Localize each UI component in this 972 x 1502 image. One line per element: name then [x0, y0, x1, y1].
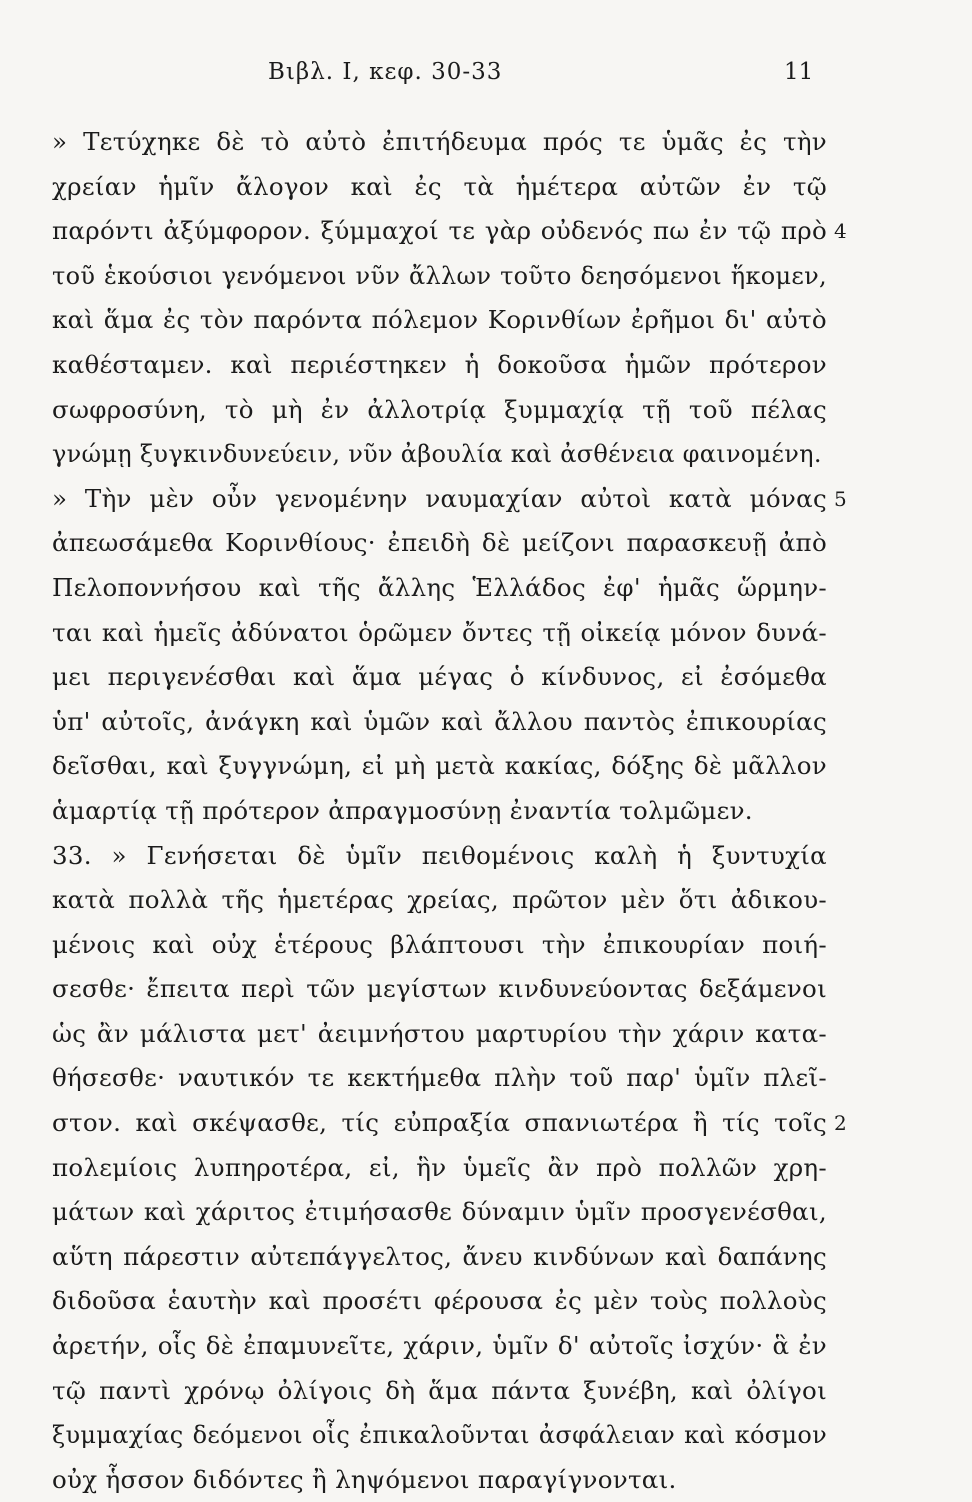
text-line: ἁμαρτίᾳ τῇ πρότερον ἀπραγμοσύνῃ ἐναντία τολμῶμεν.: [52, 795, 753, 825]
text-line: ἀπεωσάμεθα Κορινθίους· ἐπειδὴ δὲ μείζονι παρασκευῇ ἀπὸ: [52, 528, 827, 558]
text-line: καὶ ἅμα ἐς τὸν παρόντα πόλεμον Κορινθίων ἐρῆμοι δι' αὐτὸ: [52, 305, 827, 335]
text-line: σεσθε· ἔπειτα περὶ τῶν μεγίστων κινδυνεύοντας δεξάμενοι: [52, 974, 827, 1004]
margin-line-number: 2: [834, 1111, 847, 1136]
text-line: μένοις καὶ οὐχ ἑτέρους βλάπτουσι τὴν ἐπικουρίαν ποιή-: [52, 929, 827, 959]
text-line: ὑπ' αὐτοῖς, ἀνάγκη καὶ ὑμῶν καὶ ἄλλου παντὸς ἐπικουρίας: [52, 706, 827, 736]
text-line: δεῖσθαι, καὶ ξυγγνώμη, εἰ μὴ μετὰ κακίας, δόξης δὲ μᾶλλον: [52, 751, 827, 781]
text-line: διδοῦσα ἑαυτὴν καὶ προσέτι φέρουσα ἐς μὲν τοὺς πολλοὺς: [52, 1286, 827, 1316]
text-line: αὕτη πάρεστιν αὐτεπάγγελτος, ἄνευ κινδύνων καὶ δαπάνης: [52, 1241, 827, 1271]
text-line: ἀρετήν, οἷς δὲ ἐπαμυνεῖτε, χάριν, ὑμῖν δ' αὐτοῖς ἰσχύν· ἃ ἐν: [52, 1331, 827, 1361]
text-line: μει περιγενέσθαι καὶ ἅμα μέγας ὁ κίνδυνος, εἰ ἐσόμεθα: [52, 662, 827, 692]
running-head-title: Βιβλ. Ι, κεφ. 30-33: [268, 59, 503, 85]
running-head: [0, 55, 972, 95]
page-number: 11: [784, 59, 814, 85]
margin-line-number: 5: [834, 486, 847, 511]
margin-line-number: 4: [834, 219, 847, 244]
text-line: κατὰ πολλὰ τῆς ἡμετέρας χρείας, πρῶτον μὲν ὅτι ἀδικου-: [52, 885, 827, 915]
text-line: τῷ παντὶ χρόνῳ ὀλίγοις δὴ ἅμα πάντα ξυνέβη, καὶ ὀλίγοι: [52, 1375, 827, 1405]
text-line: ξυμμαχίας δεόμενοι οἷς ἐπικαλοῦνται ἀσφάλειαν καὶ κόσμον: [52, 1421, 827, 1450]
text-line: θήσεσθε· ναυτικόν τε κεκτήμεθα πλὴν τοῦ παρ' ὑμῖν πλεῖ-: [52, 1063, 827, 1093]
text-line: » Τὴν μὲν οὖν γενομένην ναυμαχίαν αὐτοὶ κατὰ μόνας: [52, 483, 827, 513]
text-line: γνώμῃ ξυγκινδυνεύειν, νῦν ἀβουλία καὶ ἀσθένεια φαινομένη.: [52, 440, 822, 469]
text-line: καθέσταμεν. καὶ περιέστηκεν ἡ δοκοῦσα ἡμῶν πρότερον: [52, 349, 827, 379]
text-line: ὡς ἂν μάλιστα μετ' ἀειμνήστου μαρτυρίου τὴν χάριν κατα-: [52, 1018, 827, 1048]
text-line: πολεμίοις λυπηροτέρα, εἰ, ἣν ὑμεῖς ἂν πρὸ πολλῶν χρη-: [52, 1152, 827, 1182]
text-line: » Τετύχηκε δὲ τὸ αὐτὸ ἐπιτήδευμα πρός τε ὑμᾶς ἐς τὴν: [52, 127, 827, 156]
text-line: οὐχ ἧσσον διδόντες ἢ ληψόμενοι παραγίγνονται.: [52, 1464, 677, 1494]
text-line: παρόντι ἀξύμφορον. ξύμμαχοί τε γὰρ οὐδενός πω ἐν τῷ πρὸ: [52, 216, 827, 246]
text-line: 33. » Γενήσεται δὲ ὑμῖν πειθομένοις καλὴ ἡ ξυντυχία: [52, 840, 827, 870]
text-line: Πελοποννήσου καὶ τῆς ἄλλης Ἑλλάδος ἐφ' ἡμᾶς ὥρμην-: [52, 572, 827, 602]
text-line: χρείαν ἡμῖν ἄλογον καὶ ἐς τὰ ἡμέτερα αὐτῶν ἐν τῷ: [52, 171, 827, 201]
text-line: μάτων καὶ χάριτος ἐτιμήσασθε δύναμιν ὑμῖν προσγενέσθαι,: [52, 1197, 827, 1227]
text-line: σωφροσύνη, τὸ μὴ ἐν ἀλλοτρίᾳ ξυμμαχίᾳ τῇ τοῦ πέλας: [52, 394, 827, 424]
text-line: στον. καὶ σκέψασθε, τίς εὐπραξία σπανιωτέρα ἢ τίς τοῖς: [52, 1108, 827, 1138]
text-line: ται καὶ ἡμεῖς ἀδύνατοι ὁρῶμεν ὄντες τῇ οἰκείᾳ μόνον δυνά-: [52, 617, 827, 647]
text-line: τοῦ ἑκούσιοι γενόμενοι νῦν ἄλλων τοῦτο δεησόμενοι ἥκομεν,: [52, 261, 827, 290]
text-body: [52, 120, 827, 1502]
